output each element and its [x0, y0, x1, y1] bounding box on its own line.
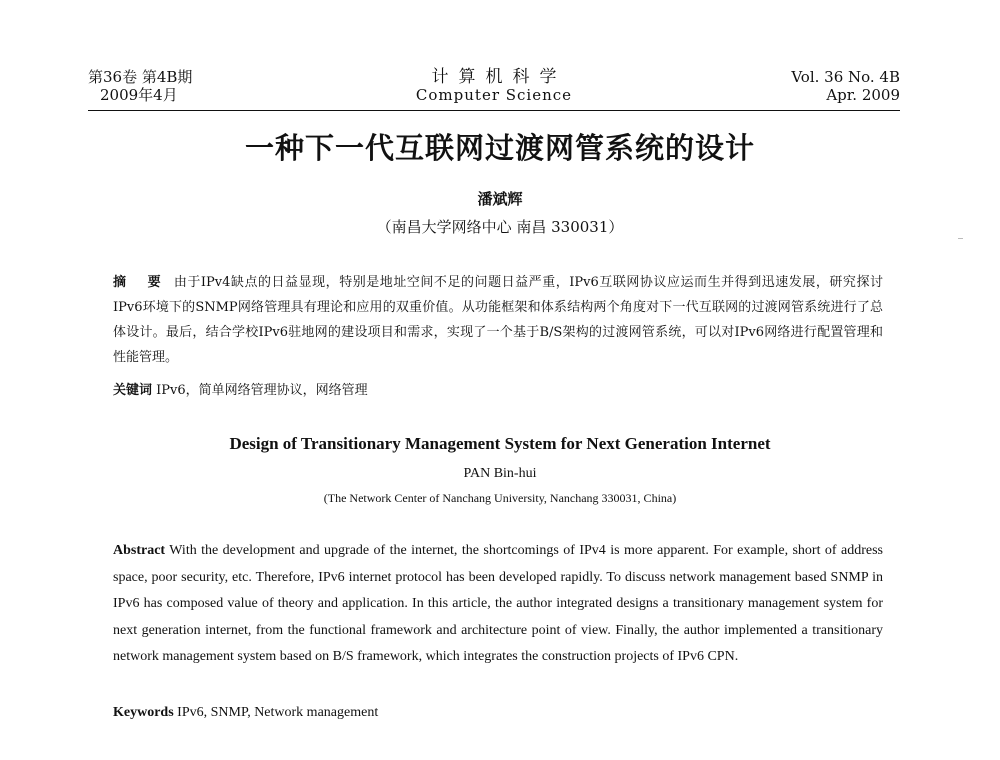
- journal-name-en: Computer Science: [415, 86, 573, 104]
- journal-header: [88, 68, 900, 114]
- volume-issue-cn: 第36卷 第4B期: [88, 68, 193, 86]
- keywords-text-cn: IPv6，简单网络管理协议，网络管理: [156, 383, 368, 398]
- abstract-label-en: Abstract: [113, 543, 166, 558]
- abstract-cn: [113, 270, 883, 370]
- header-center: [88, 68, 900, 104]
- abstract-text-cn: 由于IPv4缺点的日益显现，特别是地址空间不足的问题日益严重，IPv6互联网协议应运而生并得到迅速发展，研究探讨IPv6环境下的SNMP网络管理具有理论和应用的双重价值。从功能框架和体系结构两个角度对下一代互联网的过渡网管系统进行了总体设计。最后，结合学校IPv6驻地网的建设项目和需求，实现了一个基于B/S架构的过渡网管系统，可以对IPv6网络进行配置管理和性能管理。: [113, 275, 883, 365]
- paper-title-en: Design of Transitionary Management System for Next Generation Internet: [229, 434, 771, 453]
- affiliation-cn: （南昌大学网络中心 南昌 330031）: [376, 218, 624, 236]
- date-en: Apr. 2009: [826, 86, 900, 104]
- header-rule: [88, 110, 900, 111]
- date-cn: 2009年4月: [100, 86, 178, 104]
- abstract-en: [113, 538, 883, 671]
- keywords-text-en: IPv6, SNMP, Network management: [177, 705, 379, 720]
- abstract-label-cn: 摘 要: [113, 275, 170, 290]
- paper-title-cn: 一种下一代互联网过渡网管系统的设计: [244, 131, 755, 165]
- keywords-label-cn: 关键词: [113, 383, 153, 398]
- author-en: PAN Bin-hui: [463, 466, 537, 481]
- scan-artifact-mark: [958, 238, 963, 239]
- author-cn: 潘斌辉: [477, 190, 523, 208]
- volume-issue-en: Vol. 36 No. 4B: [791, 68, 900, 86]
- abstract-text-en: With the development and upgrade of the internet, the shortcomings of IPv4 is more apparent. For example, short of address space, poor security, etc. Therefore, IPv6 internet protocol has been developed rapidly. To discuss network management based SNMP in IPv6 has composed value of theory and application. In this article, the author integrated designs a transitionary management system for next generation internet, from the functional framework and architecture point of view. Finally, the author implemented a transitionary network management system based on B/S framework, which integrates the construction projects of IPv6 CPN.: [113, 543, 883, 664]
- header-right: [791, 68, 900, 104]
- affiliation-en: (The Network Center of Nanchang University, Nanchang 330031, China): [323, 491, 677, 505]
- journal-name-cn: 计算机科学: [431, 67, 567, 87]
- keywords-cn: [113, 378, 883, 403]
- keywords-label-en: Keywords: [113, 705, 174, 720]
- keywords-en: [113, 700, 883, 726]
